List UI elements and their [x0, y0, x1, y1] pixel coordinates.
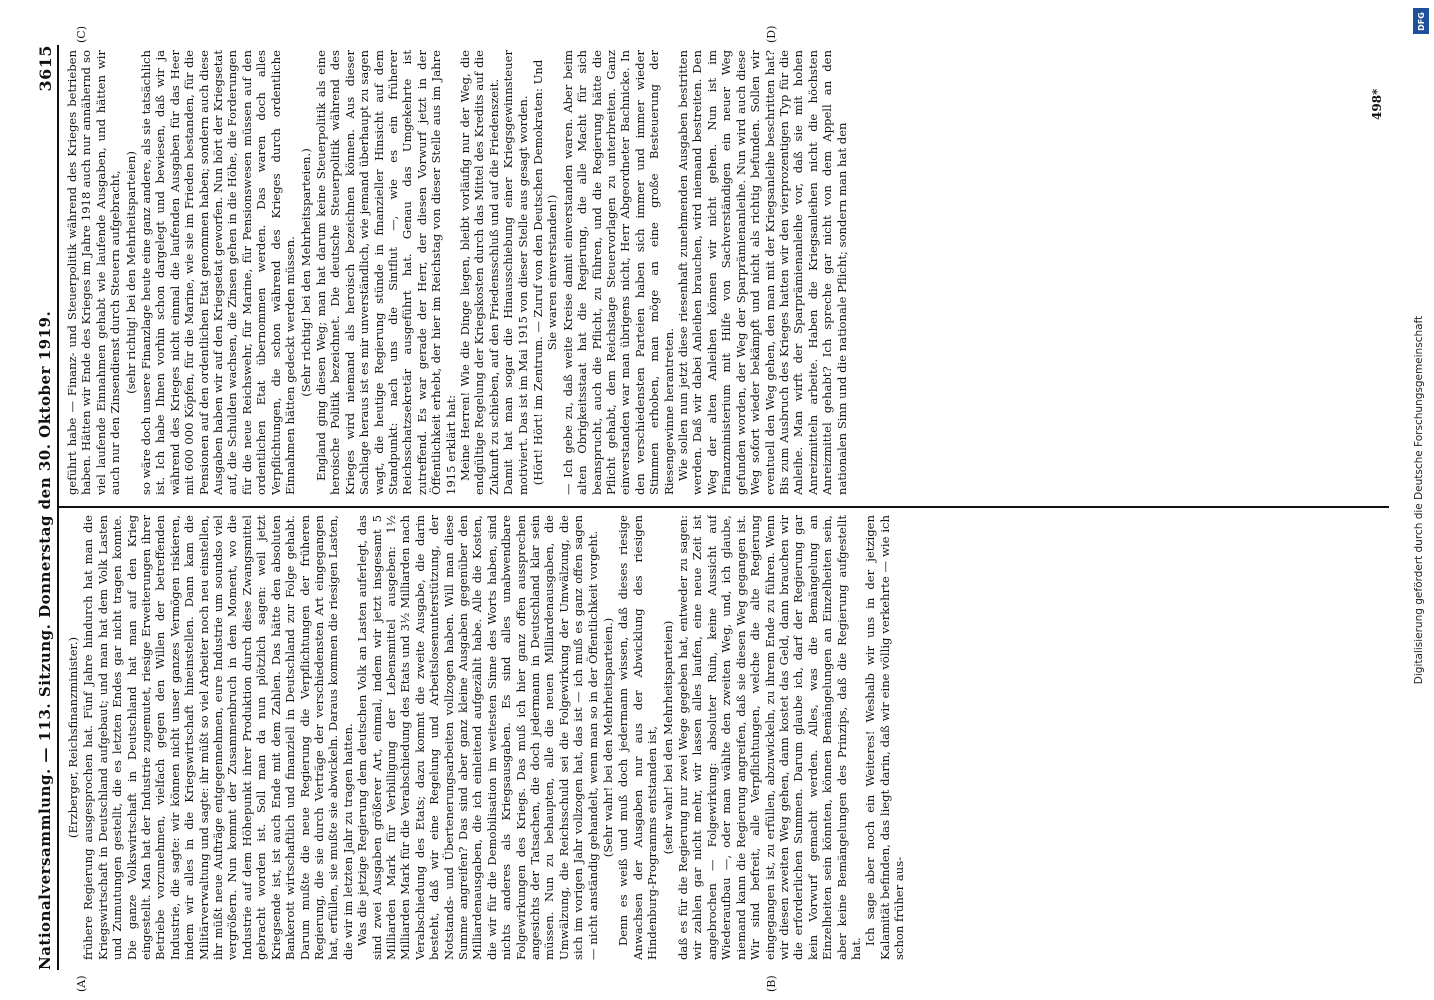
header-title: Nationalversammlung. — 113. Sitzung. Donnerstag den 30. Oktober 1919. — [36, 310, 54, 970]
speaker-label: (Erzberger, Reichsfinanzminister.) — [66, 636, 80, 839]
interjection: (Sehr richtig! bei den Mehrheitsparteien.) — [298, 148, 313, 397]
paragraph: geführt habe — Finanz- und Steuerpolitik während des Krieges betrieben haben. Hätten wir Ende des Krieges im Jahre 1918 auch nur annähernd so viel laufende Einnahmen gehabt wie laufende Ausgaben, und hätten wir auch nur den Zinsendienst durch Steuern aufgebracht, — [65, 50, 123, 495]
margin-marker-d: (D) — [765, 25, 778, 43]
dfg-logo — [1413, 8, 1429, 34]
paragraph: Wie sollen nun jetzt diese riesenhaft zunehmenden Ausgaben bestritten werden. Daß wir dabei Anleihen brauchen, wird niemand bestreiten. Den Weg der alten Anleihen können wir nicht gehen. Nun ist im Finanzministerium mit Hilfe von Sachverständigen ein neuer Weg gefunden worden, der Weg der Sparprämienanleihe. Nun wird auch diese Weg sofort wieder bekämpft und nicht als richtig befunden. Sollen wir eventuell den Weg gehen, den man mit der Kriegsanleihe beschritten hat? Bis zum Ausbruch des Krieges hatten wir den vierprozentigen Typ für die Anleihe. Man wirft der Sparprämienanleihe vor, daß sie mit hohen Anreizmitteln arbeite. Haben die Kriegsanleihen nicht die höchsten Anreizmittel gehabt? Ich spreche gar nicht von dem Appell an den nationalen Sinn und die nationale Pflicht; sondern man hat den — [676, 50, 849, 495]
page-number: 3615 — [35, 45, 55, 92]
digitization-sidebar — [1405, 0, 1434, 1000]
right-column — [65, 50, 1385, 495]
margin-marker-b: (B) — [765, 975, 778, 992]
digitization-credit: Digitalisierung gefördert durch die Deutsche Forschungsgemeinschaft — [1413, 315, 1425, 685]
signature-number: 498* — [1370, 88, 1384, 120]
paragraph: — Ich gebe zu, daß weite Kreise damit einverstanden waren. Aber beim alten Obrigkeitsstaat hat die Regierung, die alle Macht für sich beansprucht, auch die Pflicht, zu führen, und die Regierung hätte die Pflicht gehabt, dem Reichstage Steuervorlagen zu unterbreiten. Ganz einverstanden war man übrigens nicht, Herr Abgeordneter Bachnicke. In den verschiedensten Parteien haben sich immer und immer wieder Stimmen erhoben, man möge an eine große Besteuerung der Riesengewinne herantreten. — [560, 50, 676, 495]
margin-marker-c: (C) — [75, 26, 88, 43]
left-column — [65, 515, 1385, 960]
paragraph: Ich sage aber noch ein Weiteres! Weshalb wir uns in der jetzigen Kalamität befinden, das liegt darin, daß wir eine völlig verkehrte — wie ich schon früher aus- — [863, 515, 907, 960]
paragraph: daß es für die Regierung nur zwei Wege gegeben hat, entweder zu sagen: wir zahlen gar nicht mehr, wir lassen alles laufen, eine neue Zeit ist angebrochen — Folgewirkung: absoluter Ruin, keine Aussicht auf Wiederaufbau —, oder man wählte den zweiten Weg, und, ich glaube, niemand kann die Regierung angreifen, daß sie diesen Weg gegangen ist. Wir sind befreit, alle Verpflichtungen, welche die alte Regierung eingegangen ist, zu erfüllen, abzuwickeln, zu ihrem Ende zu führen. Wenn wir diesen zweiten Weg gehen, dann kostet das Geld, dann brauchen wir die erforderlichen Summen. Darum glaube ich, darf der Regierung gar kein Vorwurf gemacht werden. Alles, was die Bemängelung an Einzelheiten sein könnten, können Bemängelungen an Einzelheiten sein, aber keine Bemängelungen des Prinzips, daß die Regierung aufgestellt hat. — [676, 515, 863, 960]
paragraph: frühere Regierung ausgesprochen hat. Fünf Jahre hindurch hat man die Kriegswirtschaft in Deutschland aufgebaut; und man hat dem Volk Lasten und Zumutungen gestellt, die es letzten Endes gar nicht tragen konnte. Die ganze Volkswirtschaft in Deutschland hat man auf den Krieg eingestellt. Man hat der Industrie zugemutet, riesige Erweiterungen ihrer Betriebe vorzunehmen, vielfach gegen den Willen der betreffenden Industrie, die sagte: wir können nicht unser ganzes Vermögen riskieren, indem wir alles in die Kriegswirtschaft hineinstellen. Dann kam die Militärverwaltung und sagte: ihr müßt so viel Arbeiter noch neu einstellen, ihr müßt neue Aufträge entgegennehmen, eure Industrie um soundso viel vergrößern. Nun kommt der Zusammenbruch in dem Moment, wo die Industrie auf dem Höhepunkt ihrer Produktion durch diese Zwangsmittel gebracht worden ist. Soll man da nun plötzlich sagen: weil jetzt Kriegsende ist, ist auch Ende mit dem Zahlen. Das hätte den absoluten Bankerott wirtschaftlich und finanziell in Deutschland zur Folge gehabt. Darum mußte die neue Regierung die Verpflichtungen der früheren Regierung, die sie durch Verträge der verschiedensten Art eingegangen hat, erfüllen, sie mußte sie abwickeln. Daraus kommen die riesigen Lasten, die wir im letzten Jahr zu tragen hatten. — [81, 515, 355, 960]
dfg-logo-text: DFG — [1416, 11, 1426, 31]
paragraph: Denn es weiß und muß doch jedermann wissen, daß dieses riesige Anwachsen der Ausgaben nur aus der Abwicklung des riesigen Hindenburg-Programms entstanden ist, — [616, 515, 660, 960]
paragraph: England ging diesen Weg; man hat darum keine Steuerpolitik als eine heroische Politik bezeichnet. Die deutsche Steuerpolitik während des Krieges wird niemand als heroisch bezeichnen können. Aus dieser Sachlage heraus ist es mir unverständlich, wie jemand überhaupt zu sagen wagt, die heutige Regierung stünde in finanzieller Hinsicht auf dem Standpunkt: nach uns die Sintflut —, wie es ein früherer Reichsschatzsekretär ausgeführt hat. Genau das Umgekehrte ist zutreffend. Es war gerade der Herr, der diesen Vorwurf jetzt in der Öffentlichkeit erhebt, der hier im Reichstag von dieser Stelle aus im Jahre 1915 erklärt hat: — [313, 50, 458, 495]
paragraph: Was die jetzige Regierung dem deutschen Volk an Lasten auferlegt, das sind zwei Ausgaben größerer Art, einmal, indem wir jetzt insgesamt 5 Milliarden Mark für Verbilligung der Lebensmittel ausgeben: 1½ Milliarden Mark für die Verabschiedung des Etats und 3½ Milliarden nach Verabschiedung des Etats; dazu kommt die zweite Ausgabe, die darin besteht, daß wir eine Regelung und Arbeitslosenunterstützung, der Notstands- und Übertenerungsarbeiten vollzogen haben. Will man diese Summe angreifen? Das sind aber ganz kleine Ausgaben gegenüber den Milliardenausgaben, die ich einleitend aufgezählt habe. Alle die Kosten, die wir für die Demobilisation im weitesten Sinne des Worts haben, sind nichts anderes als Kriegsausgaben. Es sind alles unabwendbare Folgewirkungen des Kriegs. Das muß ich hier ganz offen aussprechen angesichts der Tatsachen, die doch jedermann in Deutschland klar sein müssen. Nun zu behaupten, alle die neuen Milliardenausgaben, die Umwälzung, die Reichsschuld sei die Folgewirkung der Umwälzung, die sich im vorigen Jahr vollzogen hat, das ist — ich muß es ganz offen sagen — nicht anständig gehandelt, wenn man so in der Öffentlichkeit vorgeht. — [355, 515, 600, 960]
page-header — [30, 45, 60, 970]
quotation: Meine Herren! Wie die Dinge liegen, bleibt vorläufig nur der Weg, die endgültige Regelung der Kriegskosten durch das Mittel des Kredits auf die Zukunft zu schieben, auf den Friedensschluß und auf die Friedenszeit. — [457, 50, 501, 495]
column-divider — [59, 506, 1389, 508]
interjection: (sehr wahr! bei den Mehrheitsparteien) — [660, 620, 675, 855]
paragraph: Damit hat man sogar die Hinausschiebung einer Kriegsgewinnsteuer motiviert. Das ist im Mai 1915 von dieser Stelle aus gesagt worden. — [501, 50, 530, 495]
interjection: (sehr richtig! bei den Mehrheitsparteien) — [123, 151, 138, 394]
rotated-newspaper-page — [25, 15, 1395, 1000]
interjection: (Hört! Hört! im Zentrum. — Zuruf von den Deutschen Demokraten: Und Sie waren einverstanden!) — [531, 59, 560, 486]
paragraph: so wäre doch unsere Finanzlage heute eine ganz andere, als sie tatsächlich ist. Ich habe Ihnen vorhin schon dargelegt und bewiesen, daß wir ja während des Krieges nicht einmal die laufenden Ausgaben für das Heer mit 600 000 Köpfen, für die Marine, wie sie im Frieden bestanden, für die Pensionen auf den ordentlichen Etat genommen haben; sondern auch diese Ausgaben haben wir auf den Kriegsetat geworfen. Nun hört der Kriegsetat auf, die Schulden wachsen, die Zinsen gehen in die Höhe, die Forderungen für die neue Reichswehr, für Marine, für Pensionswesen müssen auf den ordentlichen Etat übernommen werden. Das waren doch alles Verpflichtungen, die schon während des Krieges durch ordentliche Einnahmen hätten gedeckt werden müssen. — [139, 50, 298, 495]
interjection: (Sehr wahr! bei den Mehrheitsparteien.) — [601, 617, 616, 858]
margin-marker-a: (A) — [75, 975, 88, 992]
